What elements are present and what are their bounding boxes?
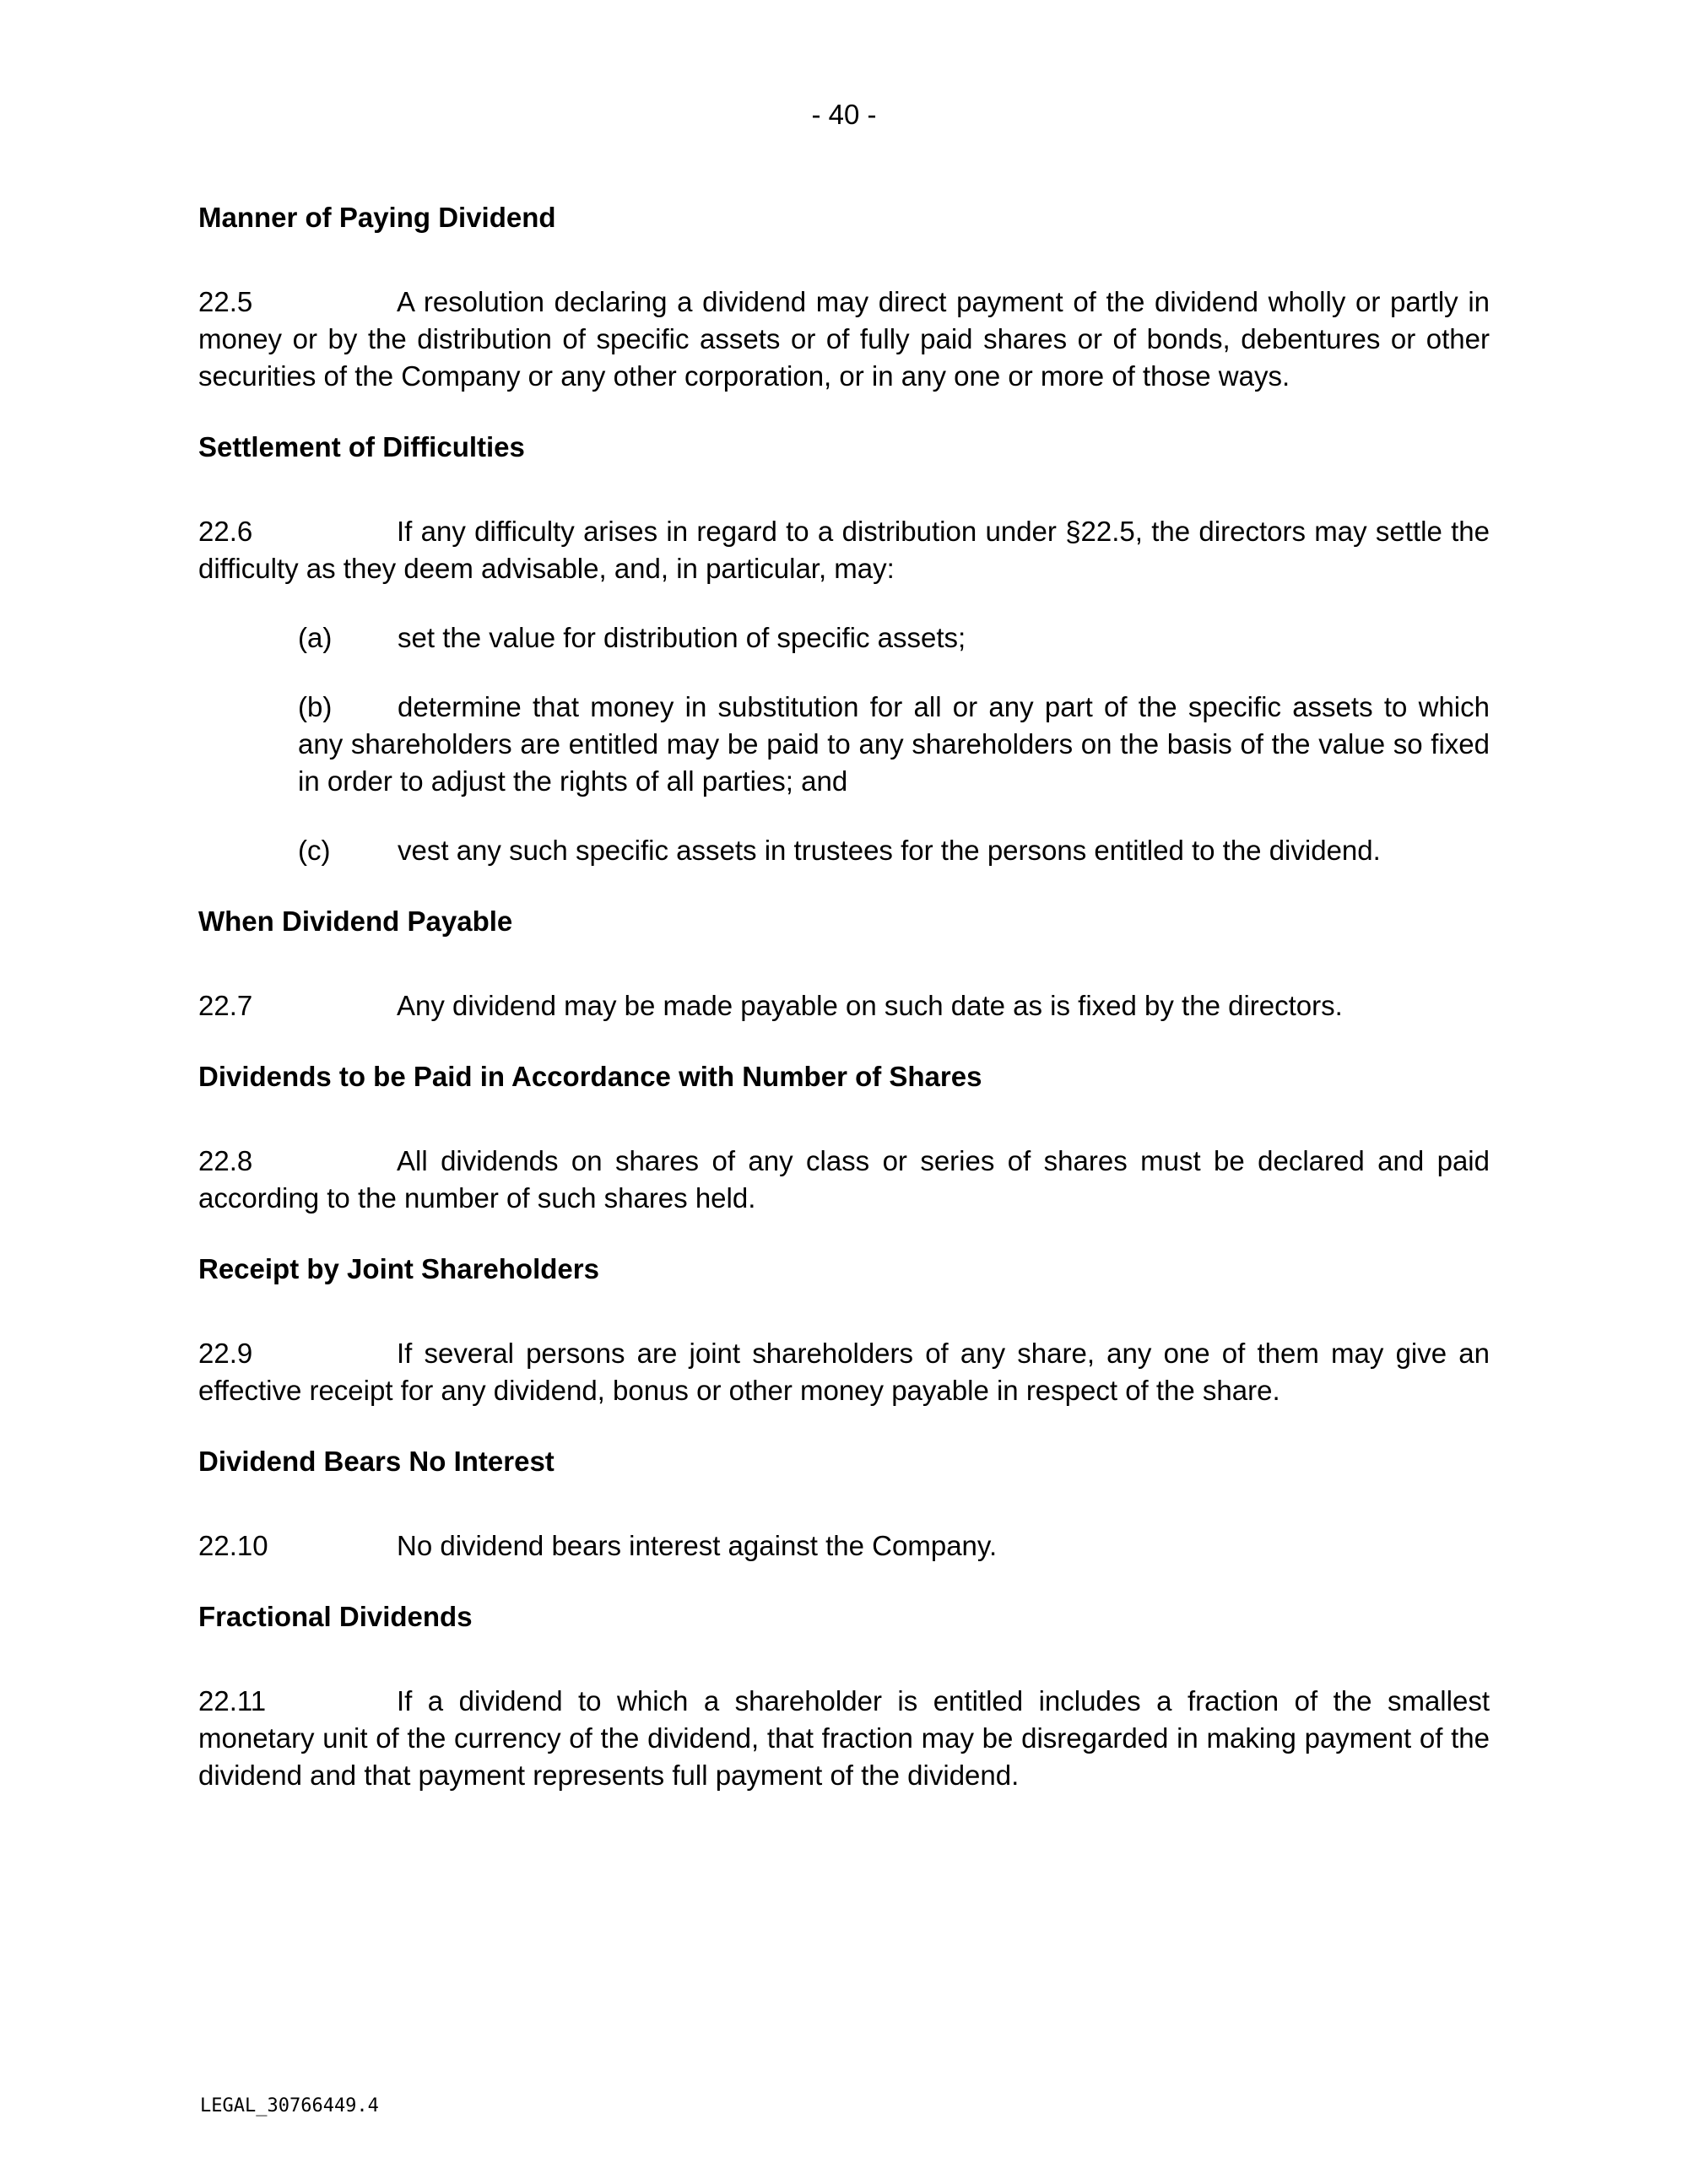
- section-heading-dividends-number-of-shares: Dividends to be Paid in Accordance with Number of Shares: [198, 1061, 982, 1092]
- clause-text: If any difficulty arises in regard to a distribution under §22.5, the directors may settle the difficulty as they deem advisable, and, in particular, may:: [198, 516, 1490, 584]
- section-heading-receipt-by-joint-shareholders: Receipt by Joint Shareholders: [198, 1253, 599, 1284]
- clause-number: 22.9: [198, 1338, 253, 1369]
- sub-clause-text: determine that money in substitution for all or any part of the specific assets to which any shareholders are entitled may be paid to any shareholders on the basis of the value so fixed in order to adjust the rights of all parties; and: [298, 691, 1490, 797]
- section-heading-manner-of-paying-dividend: Manner of Paying Dividend: [198, 202, 556, 233]
- clause-text: If a dividend to which a shareholder is entitled includes a fraction of the smallest monetary unit of the currency of the dividend, that fraction may be disregarded in making payment of the dividend and that payment represents full payment of the dividend.: [198, 1685, 1490, 1791]
- clause-text: A resolution declaring a dividend may direct payment of the dividend wholly or partly in money or by the distribution of specific assets or of fully paid shares or of bonds, debentures or other securities of the Company or any other corporation, or in any one or more of those ways.: [198, 286, 1490, 392]
- clause-22-5: [198, 284, 1490, 395]
- sub-clause-b: [298, 689, 1490, 800]
- sub-clause-text: set the value for distribution of specific assets;: [398, 622, 966, 653]
- section-heading-fractional-dividends: Fractional Dividends: [198, 1601, 473, 1632]
- section-heading-dividend-bears-no-interest: Dividend Bears No Interest: [198, 1446, 555, 1477]
- clause-22-8: [198, 1143, 1490, 1217]
- sub-clause-a: [298, 619, 1490, 657]
- clause-22-9: [198, 1335, 1490, 1409]
- document-reference-footer: LEGAL_30766449.4: [200, 2095, 379, 2116]
- clause-22-7: [198, 987, 1490, 1024]
- clause-text: If several persons are joint shareholders of any share, any one of them may give an effective receipt for any dividend, bonus or other money payable in respect of the share.: [198, 1338, 1490, 1406]
- clause-number: 22.5: [198, 286, 253, 317]
- sub-clause-c: [298, 832, 1490, 869]
- clause-number: 22.6: [198, 516, 253, 547]
- clause-number: 22.10: [198, 1530, 268, 1561]
- clause-22-10: [198, 1527, 1490, 1565]
- document-body: [198, 199, 1490, 1794]
- sub-clause-letter: (c): [298, 835, 331, 866]
- page-number: - 40 -: [811, 99, 877, 130]
- clause-number: 22.11: [198, 1685, 267, 1716]
- clause-22-6: [198, 513, 1490, 587]
- clause-text: All dividends on shares of any class or series of shares must be declared and paid according to the number of such shares held.: [198, 1145, 1490, 1214]
- clause-22-11: [198, 1683, 1490, 1794]
- clause-text: No dividend bears interest against the Company.: [397, 1530, 998, 1561]
- sub-clause-letter: (b): [298, 691, 333, 722]
- section-heading-settlement-of-difficulties: Settlement of Difficulties: [198, 431, 525, 462]
- clause-number: 22.8: [198, 1145, 253, 1176]
- sub-clause-letter: (a): [298, 622, 333, 653]
- sub-clause-text: vest any such specific assets in trustees for the persons entitled to the dividend.: [398, 835, 1381, 866]
- section-heading-when-dividend-payable: When Dividend Payable: [198, 905, 513, 937]
- clause-number: 22.7: [198, 990, 253, 1021]
- clause-text: Any dividend may be made payable on such date as is fixed by the directors.: [397, 990, 1343, 1021]
